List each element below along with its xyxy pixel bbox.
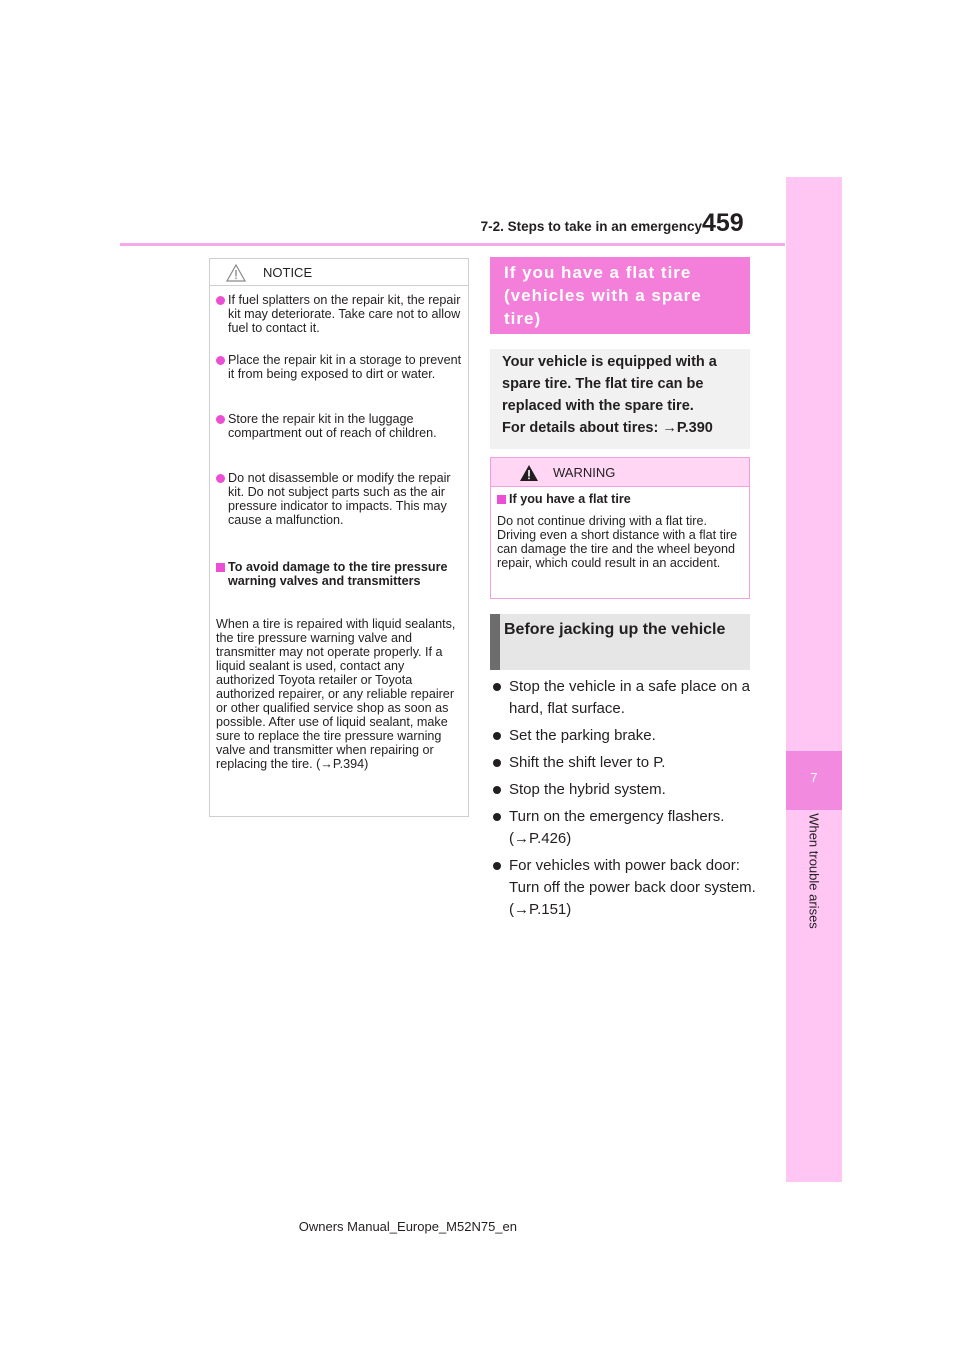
notice-item	[216, 353, 464, 381]
bullet-dot	[216, 356, 225, 365]
notice-item	[216, 293, 464, 335]
flat-tire-intro	[490, 349, 750, 449]
section-title: 7-2. Steps to take in an emergency	[480, 219, 702, 234]
notice-item-text: If fuel splatters on the repair kit, the repair kit may deteriorate. Take care not to allow fuel to contact it.	[228, 293, 461, 335]
warning-text: Do not continue driving with a flat tire. Driving even a short distance with a flat tire can damage the tire and the wheel beyond repair, which could result in an accident.	[497, 514, 738, 570]
notice-label: NOTICE	[263, 265, 313, 280]
chapter-title: When trouble arises	[806, 813, 822, 929]
chapter-number: 7	[810, 770, 818, 785]
bullet-square	[497, 495, 506, 504]
notice-item	[216, 471, 464, 527]
header-rule	[120, 243, 785, 246]
notice-paragraph: When a tire is repaired with liquid sealants, the tire pressure warning valve and transmitter may not operate properly. If a liquid sealant is used, contact any authorized Toyota retailer or Toyota authorized repairer, or any reliable repairer or other qualified service shop as soon as possible. After use of liquid sealant, make sure to replace the tire pressure warning valve and transmitter when repairing or replacing the tire. (→P.394)	[216, 617, 456, 771]
flat-tire-heading	[490, 257, 750, 334]
bullet-dot	[216, 415, 225, 424]
step-text: Stop the vehicle in a safe place on a hard, flat surface.	[509, 678, 750, 717]
notice-item	[216, 412, 464, 440]
notice-subheading-text: To avoid damage to the tire pressure warning valves and transmitters	[228, 560, 448, 588]
flat-tire-intro-text	[502, 351, 747, 439]
bullet-square	[216, 563, 225, 572]
footer-text: Owners Manual_Europe_M52N75_en	[298, 1219, 517, 1234]
list-item	[490, 779, 760, 801]
bullet-dot	[493, 786, 501, 794]
intro-details: For details about tires: →P.390	[502, 420, 713, 436]
list-item	[490, 676, 760, 720]
before-jacking-heading	[490, 614, 750, 670]
flat-tire-heading-text: If you have a flat tire (vehicles with a spare tire)	[504, 263, 702, 328]
step-text: Stop the hybrid system.	[509, 781, 666, 798]
warning-box	[490, 457, 750, 599]
bullet-dot	[216, 296, 225, 305]
step-text: Turn on the emergency flashers. (→P.426)	[509, 808, 725, 847]
warning-label: WARNING	[553, 465, 616, 480]
list-item	[490, 806, 760, 850]
bullet-dot	[493, 862, 501, 870]
bullet-dot	[493, 759, 501, 767]
notice-header	[210, 259, 468, 286]
step-text: Shift the shift lever to P.	[509, 754, 666, 771]
caution-triangle-icon	[226, 264, 246, 282]
list-item	[490, 752, 760, 774]
bullet-dot	[493, 683, 501, 691]
intro-sentence: Your vehicle is equipped with a spare tire. The flat tire can be replaced with the spare tire.	[502, 354, 717, 414]
notice-item-text: Store the repair kit in the luggage compartment out of reach of children.	[228, 412, 437, 440]
warning-header	[491, 458, 749, 487]
before-jacking-heading-text: Before jacking up the vehicle	[504, 621, 726, 638]
step-list	[490, 676, 760, 926]
notice-box	[209, 258, 469, 817]
bullet-dot	[493, 813, 501, 821]
bullet-dot	[216, 474, 225, 483]
list-item	[490, 855, 760, 921]
notice-item-text: Place the repair kit in a storage to prevent it from being exposed to dirt or water.	[228, 353, 462, 381]
side-tab	[786, 177, 842, 1182]
list-item	[490, 725, 760, 747]
warning-triangle-icon	[519, 464, 539, 482]
warning-subheading-text: If you have a flat tire	[509, 492, 631, 506]
notice-subheading	[216, 560, 464, 588]
warning-subheading	[497, 492, 745, 506]
bullet-dot	[493, 732, 501, 740]
step-text: Set the parking brake.	[509, 727, 656, 744]
notice-item-text: Do not disassemble or modify the repair kit. Do not subject parts such as the air pressure indicator to impacts. This may cause a malfunction.	[228, 471, 451, 527]
page-number: 459	[702, 209, 744, 237]
step-text: For vehicles with power back door: Turn off the power back door system. (→P.151)	[509, 857, 756, 918]
